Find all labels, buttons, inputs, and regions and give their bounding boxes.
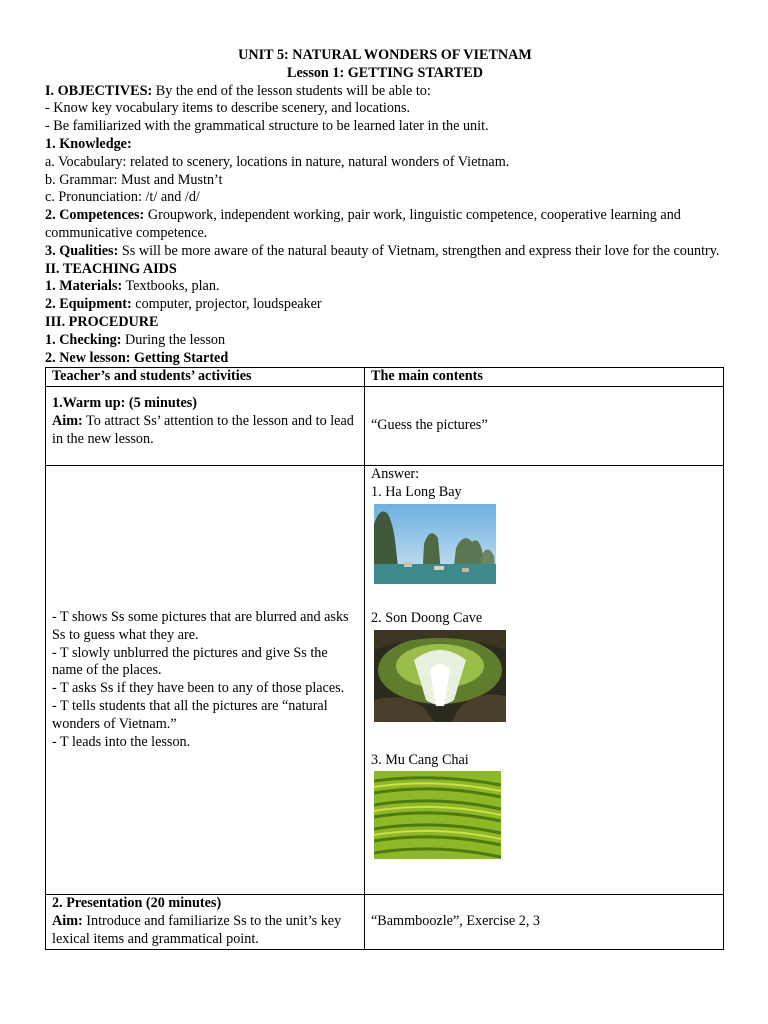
warmup-aim-text: To attract Ss’ attention to the lesson and to lead in the new lesson.: [52, 412, 354, 447]
answer-label: Answer:: [371, 466, 420, 483]
presentation-content: “Bammboozle”, Exercise 2, 3: [371, 912, 541, 929]
objective-item: - Know key vocabulary items to describe scenery, and locations.: [45, 100, 411, 117]
activity-item: - T leads into the lesson.: [52, 733, 191, 750]
qualities-label: 3. Qualities:: [45, 242, 119, 259]
qualities-text: Ss will be more aware of the natural beauty of Vietnam, strengthen and express their love for the country.: [118, 242, 720, 259]
warmup-title: 1.Warm up: (5 minutes): [52, 395, 198, 412]
checking-label: 1. Checking:: [45, 331, 122, 348]
objectives-line: [45, 83, 725, 101]
activity-item: - T slowly unblurred the pictures and give Ss the name of the places.: [52, 644, 328, 679]
presentation-aim-label: Aim:: [52, 912, 83, 929]
answer-item: 3. Mu Cang Chai: [371, 751, 469, 768]
equipment-text: computer, projector, loudspeaker: [131, 296, 322, 313]
procedure-table: [45, 367, 724, 949]
checking-text: During the lesson: [121, 331, 226, 348]
unit-title: UNIT 5: NATURAL WONDERS OF VIETNAM: [238, 47, 532, 63]
warmup-content: “Guess the pictures”: [371, 417, 488, 434]
activity-item: - T shows Ss some pictures that are blurred and asks Ss to guess what they are.: [52, 608, 349, 643]
equipment-label: 2. Equipment:: [45, 296, 132, 313]
answer-item: 1. Ha Long Bay: [371, 483, 462, 500]
competences-text: Groupwork, independent working, pair work, linguistic competence, cooperative learning and communicative competence.: [45, 207, 681, 241]
lesson-plan: [45, 47, 725, 950]
presentation-title: 2. Presentation (20 minutes): [52, 895, 222, 912]
qualities-paragraph: [45, 243, 725, 261]
warmup-aim-label: Aim:: [52, 412, 83, 429]
knowledge-item: c. Pronunciation: /t/ and /d/: [45, 189, 200, 206]
knowledge-item: b. Grammar: Must and Mustn’t: [45, 171, 223, 188]
materials-line: [45, 278, 725, 296]
ha-long-bay-photo: [374, 504, 496, 584]
knowledge-item: a. Vocabulary: related to scenery, locations in nature, natural wonders of Vietnam.: [45, 153, 510, 170]
objectives-heading: I. OBJECTIVES:: [45, 82, 153, 99]
son-doong-cave-photo: [374, 630, 506, 722]
new-lesson-heading: 2. New lesson: Getting Started: [45, 349, 229, 366]
objectives-intro: By the end of the lesson students will be able to:: [152, 82, 431, 99]
answer-item: 2. Son Doong Cave: [371, 609, 483, 626]
table-row: [46, 895, 724, 949]
checking-line: [45, 332, 725, 350]
col1-header: Teacher’s and students’ activities: [52, 368, 252, 385]
procedure-heading: III. PROCEDURE: [45, 313, 159, 330]
col2-header: The main contents: [371, 368, 483, 385]
mu-cang-chai-photo: [374, 771, 501, 859]
presentation-aim-text: Introduce and familiarize Ss to the unit’s key lexical items and grammatical point.: [52, 912, 342, 947]
table-row: [46, 387, 724, 466]
competences-paragraph: [45, 207, 725, 243]
equipment-line: [45, 296, 725, 314]
activity-item: - T tells students that all the pictures are “natural wonders of Vietnam.”: [52, 697, 328, 732]
table-header-row: [46, 368, 724, 387]
lesson-title: Lesson 1: GETTING STARTED: [287, 64, 483, 81]
table-row: [46, 466, 724, 895]
objective-item: - Be familiarized with the grammatical structure to be learned later in the unit.: [45, 118, 489, 135]
competences-label: 2. Competences:: [45, 207, 145, 224]
materials-text: Textbooks, plan.: [122, 278, 220, 295]
teaching-aids-heading: II. TEACHING AIDS: [45, 260, 177, 277]
materials-label: 1. Materials:: [45, 278, 123, 295]
activity-item: - T asks Ss if they have been to any of those places.: [52, 680, 345, 697]
knowledge-heading: 1. Knowledge:: [45, 135, 132, 152]
